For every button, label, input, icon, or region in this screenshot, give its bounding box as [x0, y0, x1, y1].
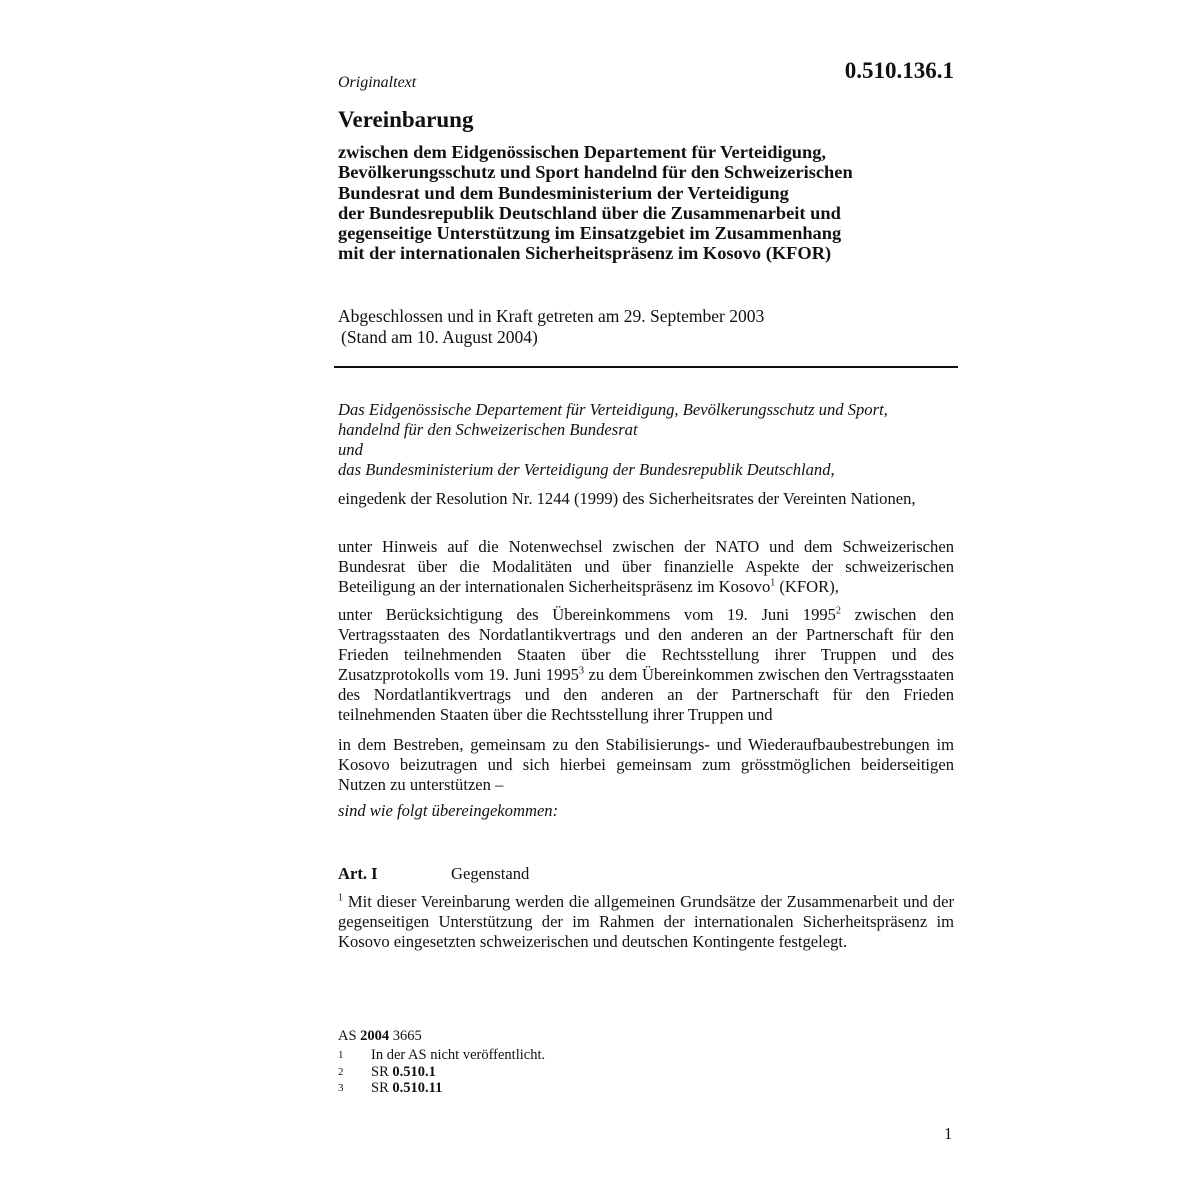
footnote-ref: 1: [770, 577, 776, 589]
party-line: das Bundesministerium der Verteidigung der Bundesrepublik Deutschland,: [338, 460, 835, 479]
footnote-prefix: SR: [371, 1080, 393, 1096]
original-text-label: Originaltext: [338, 74, 417, 91]
preamble-text: zwischen den Vertragsstaaten des Nordatlantikvertrags und den anderen an der Partnerschaft für den Frieden teilnehmenden Staaten über die Rechtsstellung ihrer Truppen und des Zusatzprotokolls vom 19. Juni 1995: [338, 605, 955, 684]
footnote: [338, 1064, 436, 1080]
as-reference: [338, 1028, 422, 1045]
party-conjunction: und: [338, 440, 363, 459]
party-line: handelnd für den Schweizerischen Bundesrat: [338, 420, 638, 439]
party-line: Das Eidgenössische Departement für Verteidigung, Bevölkerungsschutz und Sport,: [338, 400, 888, 419]
preamble-text: unter Hinweis auf die Notenwechsel zwischen der NATO und dem Schweizerischen Bundesrat über die Modalitäten und über finanzielle Aspekte der schweizerischen Beteiligung an der internationalen Sicherheitspräsenz im Kosovo: [338, 537, 954, 596]
preamble-paragraph: eingedenk der Resolution Nr. 1244 (1999) des Sicherheitsrates der Vereinten Nationen,: [338, 489, 916, 508]
preamble-paragraph: in dem Bestreben, gemeinsam zu den Stabilisierungs- und Wiederaufbaubestrebungen im Kosovo beizutragen und sich hierbei gemeinsam zum grösstmöglichen beiderseitigen Nutzen zu unterstützen –: [338, 735, 954, 794]
footnote: [338, 1080, 442, 1096]
footnote-number: 2: [338, 1066, 344, 1078]
footnote-number: 3: [338, 1082, 344, 1094]
document-title: Vereinbarung: [338, 107, 474, 132]
preamble-paragraph: [338, 605, 954, 725]
article-paragraph: [338, 892, 954, 952]
as-prefix: AS: [338, 1028, 361, 1044]
sr-number: 0.510.136.1: [844, 58, 954, 83]
subtitle-line: Bundesrat und dem Bundesministerium der Verteidigung: [338, 182, 789, 203]
article-label: Art. I: [338, 864, 378, 883]
paragraph-number: 1: [338, 892, 343, 904]
preamble-paragraph: [338, 537, 954, 597]
preamble-text: unter Berücksichtigung des Übereinkommens vom 19. Juni 1995: [338, 605, 836, 624]
article-title: Gegenstand: [451, 864, 530, 883]
agreement-statement: sind wie folgt übereingekommen:: [338, 801, 559, 820]
page-number: 1: [944, 1124, 953, 1143]
as-year: 2004: [360, 1028, 390, 1044]
as-page: 3665: [389, 1028, 422, 1044]
footnote-sr-number: 0.510.11: [392, 1080, 443, 1096]
footnote-sr-number: 0.510.1: [392, 1064, 436, 1080]
footnote-text: In der AS nicht veröffentlicht.: [371, 1047, 546, 1063]
preamble-text: zu dem Übereinkommen zwischen den Vertragsstaaten des Nordatlantikvertrags und den anderen an der Partnerschaft für den Frieden teilnehmenden Staaten über die Rechtsstellung ihrer Truppen und: [338, 665, 954, 724]
footnote-number: 1: [338, 1049, 344, 1061]
footnote-ref: 2: [835, 605, 841, 617]
subtitle-line: gegenseitige Unterstützung im Einsatzgebiet im Zusammenhang: [338, 223, 842, 244]
divider-rule: [334, 366, 958, 368]
document-subtitle: [338, 142, 958, 264]
subtitle-line: mit der internationalen Sicherheitspräsenz im Kosovo (KFOR): [338, 243, 832, 264]
footnote-ref: 3: [578, 665, 584, 677]
date-block: [338, 306, 764, 347]
subtitle-line: zwischen dem Eidgenössischen Departement für Verteidigung,: [338, 142, 827, 162]
article-text: Mit dieser Vereinbarung werden die allgemeinen Grundsätze der Zusammenarbeit und der gegenseitigen Unterstützung der im Rahmen der internationalen Sicherheitspräsenz im Kosovo eingesetzten schweizerischen und deutschen Kontingente festgelegt.: [338, 892, 954, 951]
parties-block: [338, 400, 954, 480]
subtitle-line: der Bundesrepublik Deutschland über die Zusammenarbeit und: [338, 202, 841, 223]
status-date: (Stand am 10. August 2004): [341, 326, 538, 347]
footnote: [338, 1047, 545, 1063]
subtitle-line: Bevölkerungsschutz und Sport handelnd für den Schweizerischen: [338, 162, 853, 183]
preamble-text: (KFOR),: [775, 577, 839, 596]
concluded-date: Abgeschlossen und in Kraft getreten am 29. September 2003: [338, 306, 765, 326]
footnote-prefix: SR: [371, 1064, 393, 1080]
